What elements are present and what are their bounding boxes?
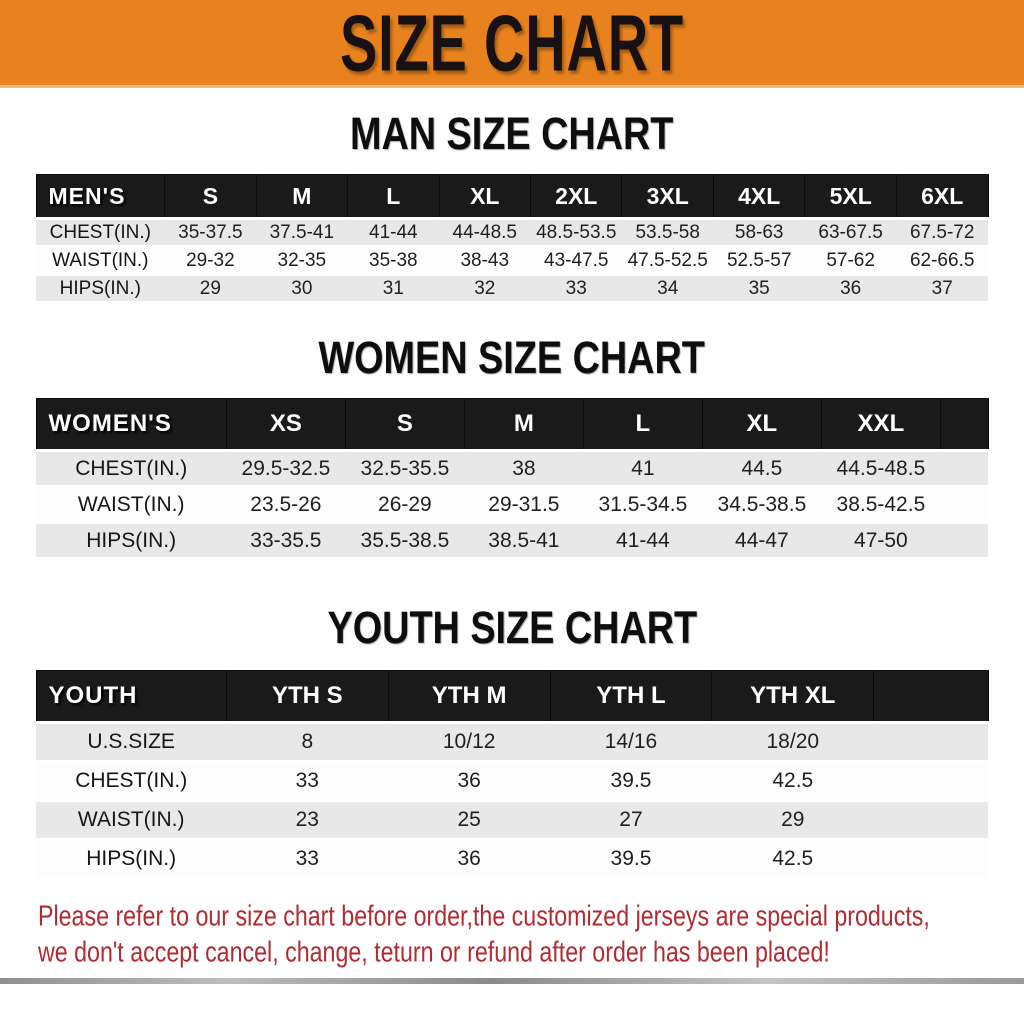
size-column-header: M	[256, 175, 347, 219]
size-value-cell: 47-50	[821, 523, 940, 559]
measurement-row	[36, 762, 988, 801]
row-label: WAIST(IN.)	[36, 247, 165, 275]
size-column-header: S	[165, 175, 256, 219]
size-value-cell: 58-63	[713, 219, 804, 247]
size-value-cell: 37	[896, 275, 988, 303]
size-value-cell: 57-62	[805, 247, 896, 275]
size-column-header: YTH XL	[712, 671, 874, 723]
page-title: SIZE CHART	[340, 0, 684, 87]
size-value-cell: 41-44	[348, 219, 439, 247]
measurement-row	[36, 723, 988, 762]
size-column-header: 3XL	[622, 175, 713, 219]
size-column-header: YTH S	[226, 671, 388, 723]
size-value-cell: 38-43	[439, 247, 530, 275]
size-value-cell: 35-37.5	[165, 219, 256, 247]
filler-cell	[874, 801, 988, 840]
size-value-cell: 34.5-38.5	[702, 487, 821, 523]
table-corner-label: MEN'S	[36, 175, 165, 219]
row-label: WAIST(IN.)	[36, 801, 226, 840]
table-header-row	[36, 671, 988, 723]
size-value-cell: 62-66.5	[896, 247, 988, 275]
size-value-cell: 36	[388, 840, 550, 879]
size-value-cell: 43-47.5	[531, 247, 622, 275]
section-heading-men: MAN SIZE CHART	[350, 108, 674, 159]
size-column-header: YTH L	[550, 671, 712, 723]
size-value-cell: 26-29	[345, 487, 464, 523]
size-value-cell: 8	[226, 723, 388, 762]
size-value-cell: 36	[805, 275, 896, 303]
bottom-edge-strip	[0, 978, 1024, 984]
size-column-header: XS	[226, 399, 345, 451]
size-value-cell: 32.5-35.5	[345, 451, 464, 487]
size-value-cell: 29-32	[165, 247, 256, 275]
measurement-row	[36, 523, 988, 559]
size-value-cell: 10/12	[388, 723, 550, 762]
row-label: U.S.SIZE	[36, 723, 226, 762]
disclaimer-line-1: Please refer to our size chart before order,the customized jerseys are special products,	[38, 900, 930, 932]
section-heading-wrap	[0, 560, 1024, 670]
size-value-cell: 38.5-42.5	[821, 487, 940, 523]
table-corner-label: YOUTH	[36, 671, 226, 723]
section-heading-wrap	[0, 304, 1024, 398]
measurement-row	[36, 247, 988, 275]
table-corner-label: WOMEN'S	[36, 399, 226, 451]
size-column-header: 2XL	[531, 175, 622, 219]
section-heading-wrap	[0, 88, 1024, 174]
size-value-cell: 29.5-32.5	[226, 451, 345, 487]
row-label: CHEST(IN.)	[36, 219, 165, 247]
size-value-cell: 44.5	[702, 451, 821, 487]
size-value-cell: 35-38	[348, 247, 439, 275]
filler-cell	[874, 723, 988, 762]
section-women	[0, 304, 1024, 560]
filler-cell	[940, 451, 988, 487]
size-value-cell: 30	[256, 275, 347, 303]
size-value-cell: 42.5	[712, 840, 874, 879]
size-value-cell: 44.5-48.5	[821, 451, 940, 487]
size-value-cell: 14/16	[550, 723, 712, 762]
size-table-youth	[36, 670, 989, 880]
size-column-header: 4XL	[713, 175, 804, 219]
size-value-cell: 35.5-38.5	[345, 523, 464, 559]
size-value-cell: 32	[439, 275, 530, 303]
row-label: HIPS(IN.)	[36, 523, 226, 559]
row-label: CHEST(IN.)	[36, 451, 226, 487]
size-value-cell: 33	[531, 275, 622, 303]
size-column-header: YTH M	[388, 671, 550, 723]
size-value-cell: 32-35	[256, 247, 347, 275]
size-value-cell: 42.5	[712, 762, 874, 801]
size-column-header: L	[583, 399, 702, 451]
filler-cell	[940, 399, 988, 451]
size-value-cell: 52.5-57	[713, 247, 804, 275]
size-value-cell: 33	[226, 762, 388, 801]
size-value-cell: 39.5	[550, 762, 712, 801]
size-value-cell: 27	[550, 801, 712, 840]
size-value-cell: 23.5-26	[226, 487, 345, 523]
size-value-cell: 29-31.5	[464, 487, 583, 523]
filler-cell	[874, 671, 988, 723]
size-column-header: M	[464, 399, 583, 451]
measurement-row	[36, 275, 988, 303]
disclaimer-line-2: we don't accept cancel, change, teturn or refund after order has been placed!	[38, 936, 830, 968]
size-column-header: L	[348, 175, 439, 219]
size-column-header: XXL	[821, 399, 940, 451]
measurement-row	[36, 487, 988, 523]
row-label: HIPS(IN.)	[36, 275, 165, 303]
row-label: CHEST(IN.)	[36, 762, 226, 801]
section-youth	[0, 560, 1024, 880]
size-value-cell: 29	[165, 275, 256, 303]
size-value-cell: 53.5-58	[622, 219, 713, 247]
size-value-cell: 44-47	[702, 523, 821, 559]
size-value-cell: 41-44	[583, 523, 702, 559]
size-value-cell: 38.5-41	[464, 523, 583, 559]
size-value-cell: 33-35.5	[226, 523, 345, 559]
size-value-cell: 31.5-34.5	[583, 487, 702, 523]
size-value-cell: 18/20	[712, 723, 874, 762]
section-heading-youth: YOUTH SIZE CHART	[327, 602, 697, 653]
section-men	[0, 88, 1024, 304]
size-value-cell: 23	[226, 801, 388, 840]
size-value-cell: 39.5	[550, 840, 712, 879]
size-column-header: XL	[439, 175, 530, 219]
measurement-row	[36, 840, 988, 879]
size-value-cell: 35	[713, 275, 804, 303]
table-header-row	[36, 399, 988, 451]
size-value-cell: 67.5-72	[896, 219, 988, 247]
size-value-cell: 48.5-53.5	[531, 219, 622, 247]
banner	[0, 0, 1024, 88]
size-value-cell: 44-48.5	[439, 219, 530, 247]
footer-disclaimer	[0, 880, 1024, 970]
measurement-row	[36, 801, 988, 840]
filler-cell	[874, 840, 988, 879]
size-column-header: S	[345, 399, 464, 451]
size-table-men	[36, 174, 989, 304]
measurement-row	[36, 219, 988, 247]
size-value-cell: 63-67.5	[805, 219, 896, 247]
size-table-women	[36, 398, 989, 560]
table-header-row	[36, 175, 988, 219]
size-value-cell: 29	[712, 801, 874, 840]
size-value-cell: 34	[622, 275, 713, 303]
size-column-header: XL	[702, 399, 821, 451]
size-value-cell: 41	[583, 451, 702, 487]
row-label: WAIST(IN.)	[36, 487, 226, 523]
section-heading-women: WOMEN SIZE CHART	[318, 332, 706, 383]
size-value-cell: 38	[464, 451, 583, 487]
measurement-row	[36, 451, 988, 487]
size-value-cell: 31	[348, 275, 439, 303]
size-column-header: 5XL	[805, 175, 896, 219]
size-value-cell: 36	[388, 762, 550, 801]
filler-cell	[940, 487, 988, 523]
size-value-cell: 25	[388, 801, 550, 840]
size-value-cell: 37.5-41	[256, 219, 347, 247]
size-value-cell: 47.5-52.5	[622, 247, 713, 275]
size-column-header: 6XL	[896, 175, 988, 219]
row-label: HIPS(IN.)	[36, 840, 226, 879]
size-value-cell: 33	[226, 840, 388, 879]
filler-cell	[874, 762, 988, 801]
filler-cell	[940, 523, 988, 559]
